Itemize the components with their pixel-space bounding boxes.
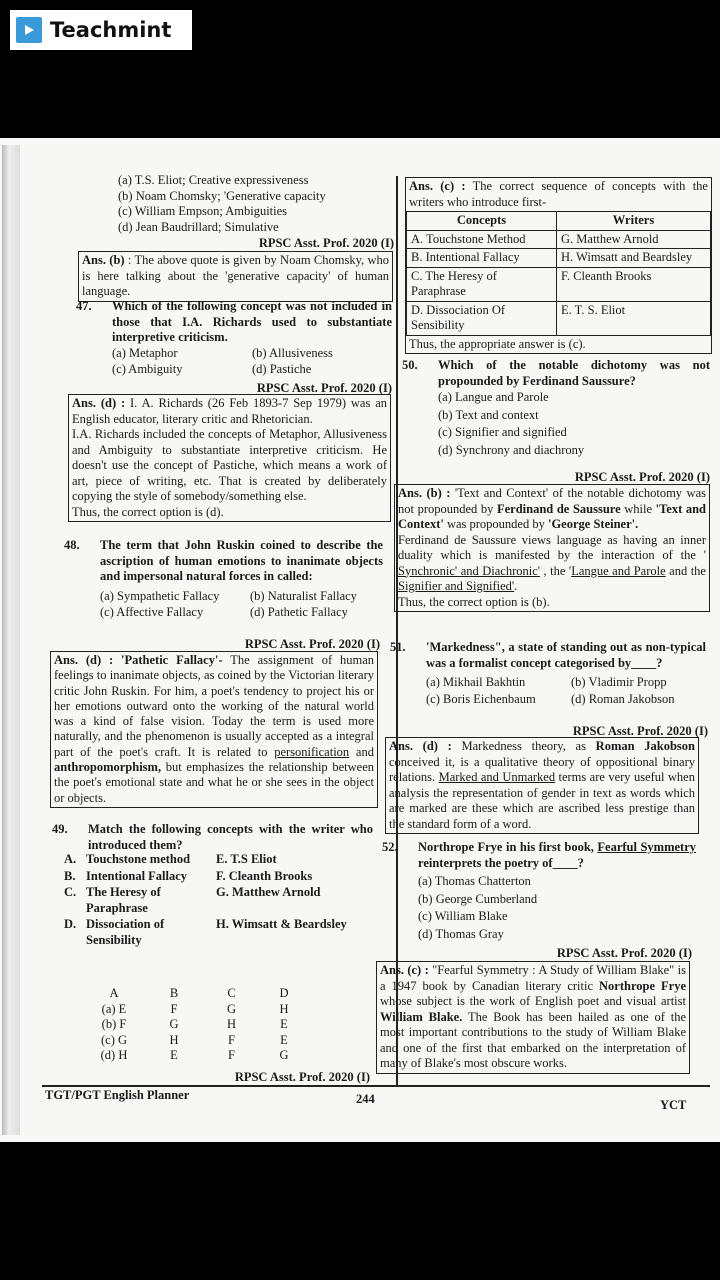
text-run: Ferdinand de Saussure views language as having an inner duality which is manifested by the interaction of the ' [398, 532, 706, 562]
q49 [52, 822, 373, 853]
q49-match-list [64, 852, 364, 948]
code-cell: F [228, 1032, 235, 1047]
match-writer: E. T.S Eliot [216, 852, 277, 866]
code-cell: (a) E [101, 1001, 127, 1016]
option-item: (b) Text and context [438, 407, 539, 422]
code-cell: E [170, 1048, 178, 1062]
column-divider [396, 176, 398, 1086]
text-run: Ans. (c) : [380, 963, 429, 977]
q48-source: RPSC Asst. Prof. 2020 (I) [244, 637, 380, 651]
q52-options [418, 873, 696, 943]
code-cell: G [226, 1001, 237, 1016]
q46-source: RPSC Asst. Prof. 2020 (I) [258, 236, 394, 250]
text-run: 'George Steiner'. [547, 517, 639, 531]
answer-paragraph [72, 505, 387, 521]
option-item: (a) Thomas Chatterton [418, 874, 531, 888]
q50-number: 50. [402, 358, 418, 372]
option-item: (d) Jean Baudrillard; Simulative [118, 219, 279, 234]
q49-answer-outro: Thus, the appropriate answer is (c). [409, 336, 586, 351]
q52-source: RPSC Asst. Prof. 2020 (I) [556, 946, 692, 960]
option-item: (d) Pastiche [252, 362, 312, 376]
code-cell: (d) H [100, 1048, 128, 1062]
table-cell: B. Intentional Fallacy [407, 249, 557, 268]
match-key: A. [64, 852, 77, 866]
text-run: Fearful Symmetry [597, 840, 697, 854]
text-run: William Blake. [380, 1009, 463, 1024]
text-run: anthropomorphism, [54, 760, 162, 775]
option-item: (a) T.S. Eliot; Creative expressiveness [118, 173, 309, 187]
q51-options [426, 675, 706, 707]
table-cell: G. Matthew Arnold [557, 230, 711, 249]
q52-text [418, 840, 696, 871]
match-concept: Touchstone method [86, 852, 191, 866]
codes-header: C [227, 986, 236, 1000]
text-run: The Book has been hailed as one of the most important contributions to the study of William Blake and one of the first that embarked on the interpretation of many of Blake's most obscure works. [380, 1009, 686, 1070]
q47-source: RPSC Asst. Prof. 2020 (I) [256, 381, 392, 395]
text-run: and [349, 744, 374, 759]
table-header: Concepts [407, 212, 557, 231]
teachmint-book-icon [16, 17, 42, 43]
option-item: (b) Allusiveness [252, 345, 333, 360]
match-writer: F. Cleanth Brooks [216, 868, 313, 883]
table-cell: C. The Heresy of Paraphrase [407, 267, 557, 301]
text-run: 'Text and Context' [398, 501, 706, 531]
table-row [407, 249, 711, 268]
text-run: Ans. (b) : [398, 486, 451, 500]
answer-paragraph [409, 179, 708, 210]
q49-answer-box [405, 177, 712, 354]
q46-options [118, 173, 388, 235]
table-row [407, 301, 711, 335]
text-run: : The above quote is given by Noam Chomsky, who is here talking about the 'generative capacity' of human language. [82, 253, 389, 298]
logo-text: Teachmint [50, 18, 172, 42]
option-item: (d) Roman Jakobson [571, 691, 675, 706]
answer-paragraph [72, 396, 387, 427]
match-writer: H. Wimsatt & Beardsley [216, 917, 347, 931]
text-run: The assignment of human feelings to inanimate objects, as coined by the Victorian literary critic John Ruskin. For him, a poet's tendency to project his or her emotions outward onto the working of the natural world was a kind of false vision. Today the term is used more naturally, and the phenomenon is usually accepted as a integral part of the poet's craft. It is related to [54, 653, 374, 759]
option-item: (c) William Blake [418, 909, 508, 923]
answer-paragraph [380, 963, 686, 1072]
q47-number: 47. [76, 299, 92, 313]
answer-paragraph [398, 595, 706, 611]
q50 [402, 358, 710, 459]
text-run: terms are very useful when analysis the representation of gender in text as words which are marked are these which are ascribed less prestige than the standard form of a word. [389, 770, 695, 831]
match-key: B. [64, 868, 76, 883]
code-cell: H [169, 1032, 179, 1047]
footer-publisher: YCT [660, 1098, 687, 1112]
q49-source: RPSC Asst. Prof. 2020 (I) [234, 1070, 370, 1084]
option-item: (d) Pathetic Fallacy [250, 605, 348, 619]
option-item: (c) William Empson; Ambiguities [118, 204, 288, 218]
page-binding-edge [2, 145, 20, 1135]
text-run: was propounded by [443, 517, 548, 531]
text-run: Thus, the correct option is (d). [72, 504, 224, 519]
text-run: Ferdinand de Saussure [496, 501, 621, 516]
q46-answer-box [78, 251, 393, 302]
text-run: whose subject is the work of English poet and visual artist [380, 994, 686, 1008]
table-cell: F. Cleanth Brooks [557, 267, 711, 301]
text-run: Roman Jakobson [595, 739, 695, 753]
code-cell: G [169, 1017, 179, 1031]
option-item: (b) Naturalist Fallacy [250, 588, 357, 603]
answer-paragraph [398, 486, 706, 533]
q51-source: RPSC Asst. Prof. 2020 (I) [572, 724, 708, 738]
text-run: Thus, the correct option is (b). [398, 594, 550, 609]
table-cell: E. T. S. Eliot [557, 301, 711, 335]
answer-paragraph [389, 739, 695, 832]
option-item: (c) Affective Fallacy [100, 605, 204, 619]
match-key: D. [64, 917, 77, 931]
q48 [64, 538, 383, 621]
q52 [382, 840, 697, 943]
answer-paragraph [82, 253, 389, 300]
text-run: Northrope Frye in his first book, [418, 840, 598, 854]
text-run: Markedness theory, as [451, 739, 596, 753]
option-item: (a) Langue and Parole [438, 390, 549, 404]
option-item: (b) George Cumberland [418, 891, 538, 906]
q49-text: Match the following concepts with the writer who introduced them? [88, 822, 373, 852]
q49-codes [84, 986, 309, 1064]
footer-book-title: TGT/PGT English Planner [45, 1088, 190, 1102]
table-header: Writers [557, 212, 711, 231]
code-cell: E [280, 1017, 288, 1031]
q50-options [438, 389, 710, 459]
option-item: (d) Thomas Gray [418, 926, 504, 941]
q50-source: RPSC Asst. Prof. 2020 (I) [574, 470, 710, 484]
text-run: reinterprets the poetry of____? [418, 855, 584, 870]
text-run: personification [274, 744, 350, 759]
text-run: Signifier and Signified' [398, 579, 515, 593]
q48-options [100, 589, 383, 621]
code-cell: F [170, 1001, 178, 1016]
q49-number: 49. [52, 822, 68, 836]
option-item: (c) Ambiguity [112, 362, 183, 376]
text-run: Northrope Frye [599, 978, 686, 993]
match-writer: G. Matthew Arnold [216, 885, 321, 899]
option-item: (a) Mikhail Bakhtin [426, 675, 526, 689]
q49-answer-intro [406, 178, 711, 211]
option-item: (c) Boris Eichenbaum [426, 691, 536, 706]
match-key: C. [64, 885, 77, 899]
text-run: Langue and Parole [571, 563, 666, 578]
option-item: (b) Noam Chomsky; 'Generative capacity [118, 188, 326, 203]
text-run: , the ' [540, 563, 572, 578]
code-cell: (b) F [101, 1017, 127, 1031]
text-run: 'Text and Context' of the notable dichotomy was not propounded by [398, 486, 706, 516]
codes-header: D [279, 986, 289, 1000]
q51-text: 'Markedness", a state of standing out as non-typical was a formalist concept categorised by____? [426, 640, 706, 670]
q48-answer-box [50, 651, 378, 808]
table-row [407, 267, 711, 301]
table-row [407, 230, 711, 249]
text-run: Ans. (d) : 'Pathetic Fallacy'- [54, 653, 223, 667]
footer-page-number: 244 [356, 1092, 375, 1106]
option-item: (a) Metaphor [112, 345, 178, 360]
q49-answer-table [406, 211, 711, 336]
code-cell: F [228, 1048, 235, 1062]
table-cell: D. Dissociation Of Sensibility [407, 301, 557, 335]
text-run: . [514, 579, 518, 593]
match-concept: The Heresy of Paraphrase [86, 885, 161, 915]
teachmint-logo [10, 10, 192, 50]
code-cell: E [280, 1032, 288, 1047]
match-concept: Dissociation of Sensibility [86, 917, 165, 947]
q50-answer-box [394, 484, 710, 612]
option-item: (b) Vladimir Propp [571, 675, 667, 689]
text-run: Ans. (b) [82, 253, 125, 267]
text-run: I.A. Richards included the concepts of Metaphor, Allusiveness and Ambiguity to substantiate interpretive criticism. He doesn't use the concept of Pastiche, which means a work of art, piece of writing, etc. That is created by deliberately copying the style of somebody/something else. [72, 427, 387, 503]
q47-answer-box [68, 394, 391, 522]
q48-number: 48. [64, 538, 80, 552]
codes-header: A [109, 986, 119, 1000]
text-run: Synchronic' and Diachronic' [398, 563, 541, 578]
option-item: (d) Synchrony and diachrony [438, 442, 585, 457]
footer-rule [42, 1085, 710, 1087]
text-run: and the [665, 563, 706, 578]
code-cell: G [279, 1048, 289, 1062]
answer-paragraph [72, 427, 387, 505]
q48-text: The term that John Ruskin coined to describe the ascription of human emotions to inanimate objects and impersonal natural forces in called: [100, 538, 383, 583]
q51-number: 51. [390, 640, 406, 654]
q47-text: Which of the following concept was not included in those that I.A. Richards used to substantiate interpretive criticism. [112, 299, 392, 344]
q47-options [112, 346, 392, 378]
q47 [76, 299, 392, 378]
q52-answer-box [376, 961, 690, 1074]
code-cell: (c) G [100, 1032, 128, 1047]
text-run: while [620, 501, 656, 516]
code-cell: H [226, 1017, 237, 1031]
text-run: Ans. (c) : [409, 179, 466, 193]
text-run: "Fearful Symmetry : A Study of William Blake" is a 1947 book by Canadian literary critic [380, 963, 686, 993]
codes-header: B [169, 986, 179, 1000]
text-run: The correct sequence of concepts with the writers who introduce first- [409, 179, 708, 209]
answer-paragraph [54, 653, 374, 806]
table-cell: A. Touchstone Method [407, 230, 557, 249]
text-run: conceived it, is a qualitative theory of oppositional binary relations. [389, 754, 695, 784]
text-run: I. A. Richards (26 Feb 1893-7 Sep 1979) was an English educator, literary critic and Rhetorician. [72, 396, 387, 426]
text-run: but emphasizes the relationship between the poet's emotional state and what he or she sees in the object or objects. [54, 760, 374, 805]
text-run: Marked and Unmarked [438, 770, 556, 784]
q51 [390, 640, 706, 707]
match-concept: Intentional Fallacy [86, 868, 188, 883]
option-item: (a) Sympathetic Fallacy [100, 588, 220, 603]
q50-text: Which of the notable dichotomy was not propounded by Ferdinand Saussure? [438, 358, 710, 388]
table-cell: H. Wimsatt and Beardsley [557, 249, 711, 268]
code-cell: H [279, 1001, 289, 1016]
answer-paragraph [398, 533, 706, 595]
text-run: Ans. (d) : [389, 739, 452, 753]
text-run: Ans. (d) : [72, 396, 126, 410]
q52-number: 52. [382, 840, 398, 854]
option-item: (c) Signifier and signified [438, 425, 567, 439]
q51-answer-box [385, 737, 699, 834]
